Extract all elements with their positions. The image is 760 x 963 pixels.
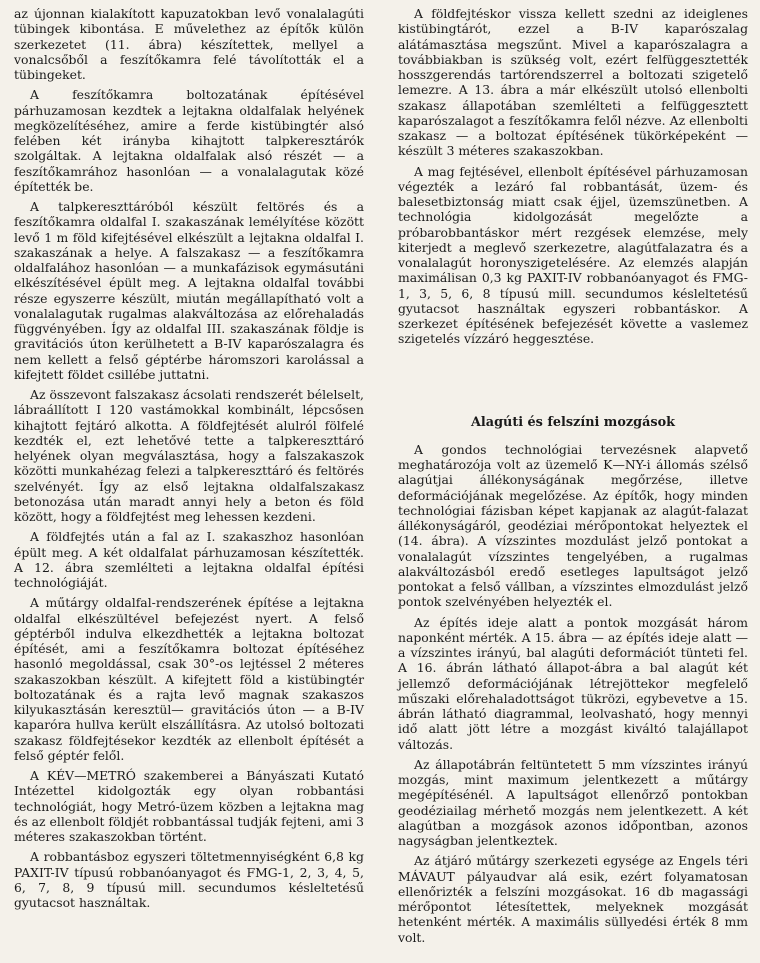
paragraph: A feszítőkamra boltozatának építésével párhuzamosan kezdtek a lejtakna oldalfalak helyének megközelítéséhez, amire a ferde kistübingtér alsó felében két irányba kihajtott talpkeresztárók szolgáltak. A lejtakna oldalfalak alsó részét — a feszítőkamrához hasonlóan — a vonalalagutak közé építették be. (14, 87, 364, 194)
paragraph: Az átjáró műtárgy szerkezeti egysége az Engels téri MÁVAUT pályaudvar alá esik, ezért folyamatosan ellenőrizték a felszíni mozgásokat. 16 db magassági mérőpontot létesítettek, melyeknek mozgását hetenként mérték. A maximális süllyedési érték 8 mm volt. (398, 853, 748, 945)
paragraph: A talpkereszttáróból készült feltörés és a feszítőkamra oldalfal I. szakaszának lemélyítése között levő 1 m föld kifejtésével elkészült a lejtakna oldalfal I. szakaszának a helye. A falszakasz — a feszítőkamra oldalfalához hasonlóan — a munkafázisok egymásutáni elkészítésével épült meg. A lejtakna oldalfal további része egyszerre készült, miután megállapítható volt a vonalalagutak rugalmas alakváltozása az előrehaladás függvényében. Így az oldalfal III. szakaszának földje is gravitációs úton kerülhetett a B-IV kaparószalagra és nem kellett a felső géptérbe háromszori karolással a kifejtett földet csillébe juttatni. (14, 199, 364, 382)
paragraph: A robbantásboz egyszeri töltetmennyiségként 6,8 kg PAXIT-IV típusú robbanóanyagot és FMG-1, 2, 3, 4, 5, 6, 7, 8, 9 típusú mill. secundumos késleltetésű gyutacsot használtak. (14, 849, 364, 910)
paragraph: Az építés ideje alatt a pontok mozgását három naponként mérték. A 15. ábra — az építés ideje alatt — a vízszintes irányú, bal alagúti deformációt tünteti fel. A 16. ábrán látható állapot-ábra a bal alagút két jellemző deformációjának létrejöttekor megfelelő műszaki előrehaladottságot tükrözi, egybevetve a 15. ábrán látható diagrammal, leolvasható, hogy mennyi idő alatt jött létre a mozgást kiváltó talajállapot változás. (398, 614, 748, 752)
paragraph: A mag fejtésével, ellenbolt építésével párhuzamosan végezték a lezáró fal robbantását, üzem- és balesetbiztonság miatt csak éjjel, üzemszünetben. A technológia kidolgozását megelőzte a próbarobbantáskor mért rezgések elemzése, mely kiterjedt a meglevő szerkezetre, alagútfalazatra és a vonalalagút horonyszigetelésére. Az elemzés alapján maximálisan 0,3 kg PAXIT-IV robbanóanyagot és FMG- 1, 3, 5, 6, 8 típusú mill. secundumos késleltetésű gyutacsot használtak egyszeri robbantáskor. A szerkezet építésének befejezését követte a vaslemez szigetelés vízzáró heggesztése. (398, 163, 748, 347)
paragraph: A gondos technológiai tervezésnek alapvető meghatározója volt az üzemelő K—NY-i állomás szélső alagútjai állékonyságának megőrzése, illetve deformációjának megelőzése. Az építők, hogy minden technológiai fázisban képet kapjanak az alagút-falazat állékonyságáról, geodéziai mérőpontokat helyeztek el (14. ábra). A vízszintes mozdulást jelző pontokat a vonalalagút vízszintes tengelyében, a rugalmas alakváltozásból eredő esetleges lapultságot jelző pontokat a felső vállban, a vízszintes elmozdulást jelző pontok szelvényében helyezték el. (398, 441, 748, 610)
paragraph: az újonnan kialakított kapuzatokban levő vonalalagúti tübingek kibontása. E művelethez az építők külön szerkezetet (11. ábra) készítettek, mellyel a vonalcsőből a feszítőkamra felé távolították el a tübingeket. (14, 6, 364, 82)
section-heading: Alagúti és felszíni mozgások (470, 414, 675, 430)
paragraph: A műtárgy oldalfal-rendszerének építése a lejtakna oldalfal elkészültével befejezést nyert. A felső géptérből indulva elkezdhették a lejtakna boltozat építését, ami a feszítőkamra boltozat építéséhez hasonló megoldással, csak 30°-os lejtéssel 2 méteres szakaszokban készült. A kifejtett föld a kistübingtér boltozatának és a rajta levő magnak szakaszos kilyukasztásán keresztül— gravitációs úton — a B-IV kaparóra hullva került elszállításra. Az utolsó boltozati szakasz földfejtésekor kezdték az ellenbolt építését a felső géptér felől. (14, 595, 364, 763)
paragraph: A földfejtés után a fal az I. szakaszhoz hasonlóan épült meg. A két oldalfalat párhuzamosan készítették. A 12. ábra szemlélteti a lejtakna oldalfal építési technológiáját. (14, 529, 364, 590)
right-text-column (398, 6, 748, 950)
paragraph: Az összevont falszakasz ácsolati rendszerét bélelselt, lábraállított I 120 vastámokkal kombinált, lépcsősen kihajtott fejtáró alkotta. A földfejtését alulról fölfelé kezdték el, ezt lehetővé tette a talpkereszttáró helyének olyan megválasztása, hogy a falszakaszok közötti munkahézag felezi a talpkereszttáró és feltörés szelvényét. Így az első lejtakna oldalfalszakasz betonozása után maradt annyi hely a beton és föld között, hogy a földfejtést meg lehessen kezdeni. (14, 387, 364, 524)
left-text-column (14, 6, 364, 915)
paragraph: Az állapotábrán feltüntetett 5 mm vízszintes irányú mozgás, mint maximum jelentkezett a műtárgy megépítésénél. A lapultságot ellenőrző pontokban geodéziailag mérhető mozgás nem jelentkezett. A két alagútban a mozgások azonos időpontban, azonos nagyságban jelentkeztek. (398, 756, 748, 848)
paragraph: A földfejtéskor vissza kellett szedni az ideiglenes kistübingtárót, ezzel a B-IV kaparószalag alátámasztása megszűnt. Mivel a kaparószalagra a továbbiakban is szükség volt, ezért felfüggesztették hosszgerendás tartórendszerrel a boltozati szigetelő lemezre. A 13. ábra a már elkészült utolsó ellenbolti szakasz állapotában szemlélteti a felfüggesztett kaparószalagot a feszítőkamra felől nézve. Az ellenbolti szakasz — a boltozat építésének tükörképeként — készült 3 méteres szakaszokban. (398, 6, 748, 159)
paragraph: A KÉV—METRÓ szakemberei a Bányászati Kutató Intézettel kidolgozták egy olyan robbantási technológiát, hogy Metró-üzem közben a lejtakna mag és az ellenbolt földjét robbantással tudják fejteni, ami 3 méteres szakaszokban történt. (14, 768, 364, 844)
